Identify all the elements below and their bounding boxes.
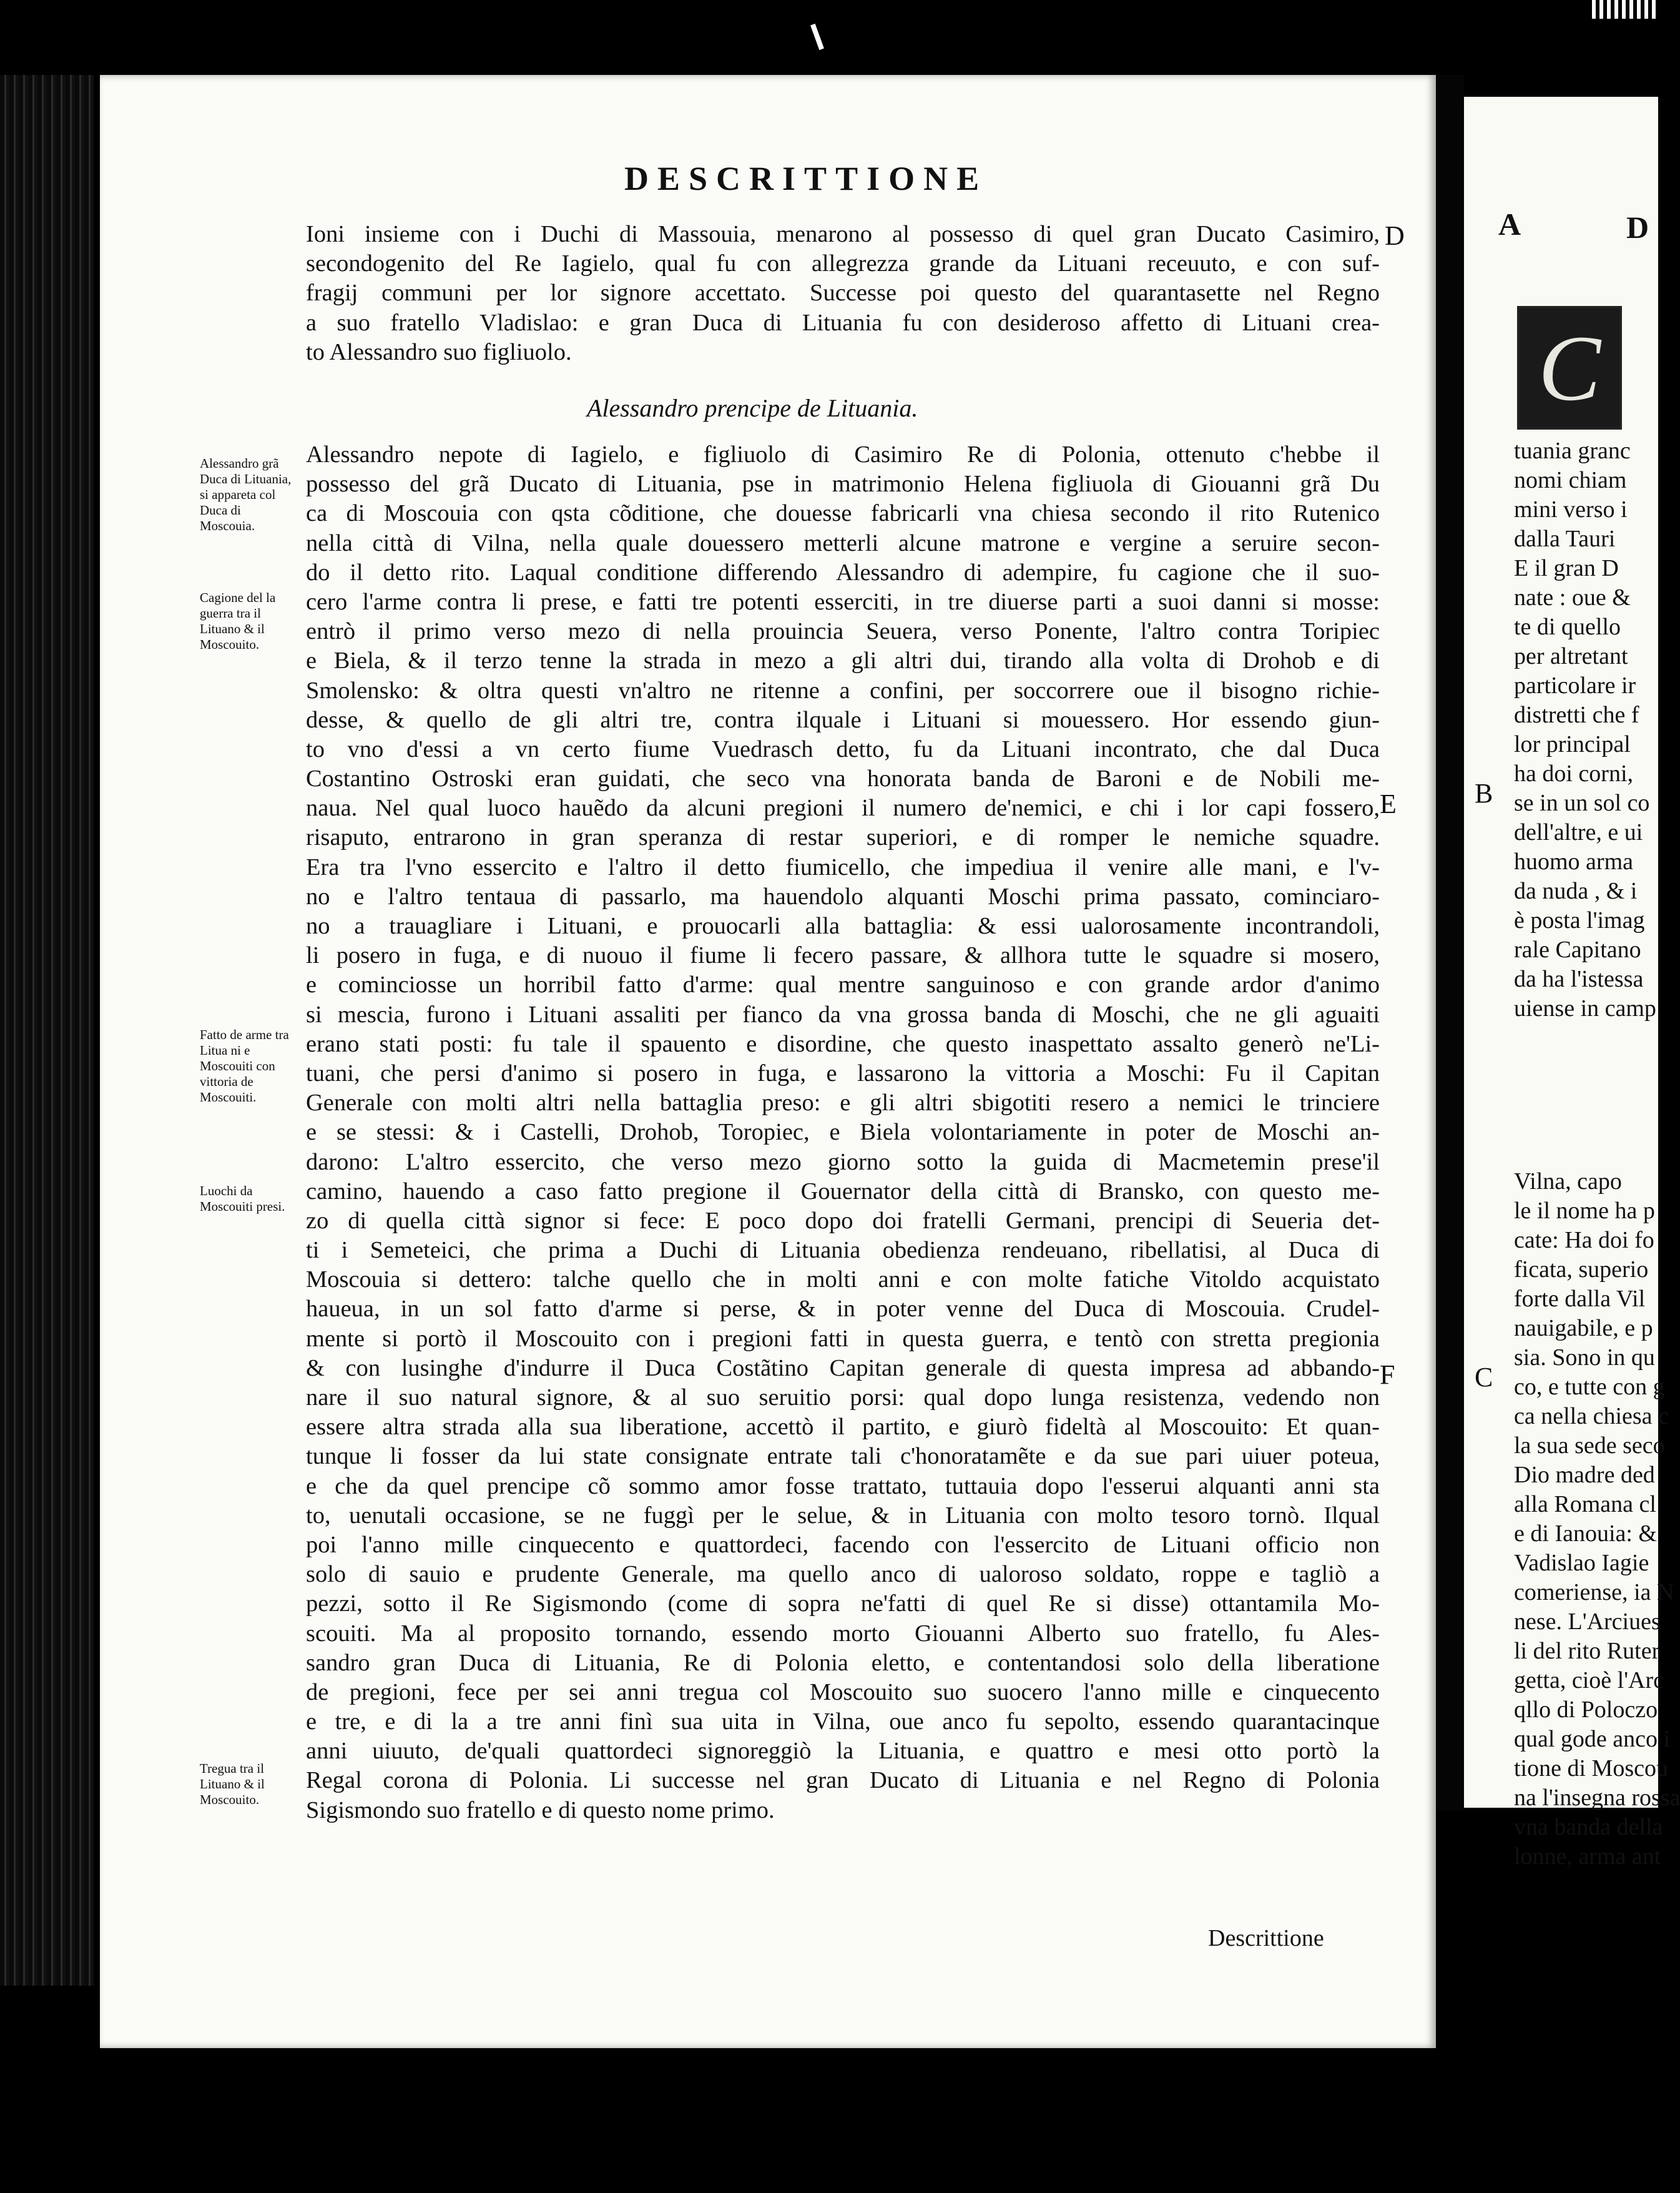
text-line: e cominciosse un horribil fatto d'arme: qual mentre sanguinoso e con grande ardor d'animo	[306, 972, 1380, 998]
right-page-line: qllo di Poloczo	[1514, 1697, 1658, 1723]
text-line: Costantino Ostroski eran guidati, che seco vna honorata banda de Baroni e de Nobili me-	[306, 766, 1380, 792]
text-line: ti i Semeteici, che prima a Duchi di Lituania obedienza rendeuano, ribellatisi, al Duca di	[306, 1237, 1380, 1264]
text-line: e tre, e di la a tre anni finì sua uita in Vilna, oue anco fu sepolto, essendo quarantacinque	[306, 1708, 1380, 1735]
right-page-line: ficata, superio	[1514, 1256, 1649, 1283]
right-page-line: le il nome ha p	[1514, 1198, 1655, 1224]
right-page-line: vna banda della	[1514, 1814, 1663, 1840]
side-note: Alessandro grã Duca di Lituania, si appareta col Duca di Moscouia.	[200, 456, 292, 533]
text-line: zo di quella città signor si fece: E poco dopo doi fratelli Germani, prencipi di Seueria det-	[306, 1207, 1380, 1234]
text-line: scouiti. Ma al proposito tornando, essendo morto Giouanni Alberto suo fratello, fu Ales-	[306, 1620, 1380, 1647]
text-line: Era tra l'vno essercito e l'altro il detto fiumicello, che impediua il venire alle mani, e l'v-	[306, 854, 1380, 880]
paragraph-2	[306, 440, 1380, 1825]
right-page-line: distretti che f	[1514, 702, 1639, 728]
text-line: de pregioni, fece per sei anni tregua col Moscouito suo suocero l'anno mille e cinquecento	[306, 1678, 1380, 1705]
right-page-line: e di Ianouia: &	[1514, 1520, 1657, 1547]
side-note: Fatto de arme tra Litua ni e Moscouiti con vittoria de Moscouiti.	[200, 1027, 289, 1105]
scan-mark	[810, 24, 824, 50]
text-line: risaputo, entrarono in gran speranza di restar superiori, e di romper le nemiche squadre.	[306, 824, 1380, 851]
text-line: li posero in fuga, e di nuouo il fiume li fecero passare, & allhora tutte le squadre si mosero,	[306, 942, 1380, 969]
scan-bottom-border	[0, 2054, 1658, 2193]
catchword: Descrittione	[1208, 1925, 1324, 1951]
text-line: Regal corona di Polonia. Li successe nel gran Ducato di Lituania e nel Regno di Polonia	[306, 1767, 1380, 1794]
text-line: a suo fratello Vladislao: e gran Duca di Lituania fu con desideroso affetto di Lituani crea-	[306, 309, 1380, 336]
right-page-line: uiense in camp	[1514, 995, 1656, 1022]
text-line: fragij communi per lor signore accettato. Successe poi questo del quarantasette nel Regno	[306, 280, 1380, 307]
right-page-line: ha doi corni,	[1514, 761, 1634, 787]
right-page-line: sia. Sono in qu	[1514, 1344, 1655, 1371]
right-margin-letter-a: A	[1498, 207, 1521, 242]
text-line: entrò il primo verso mezo di nella prouincia Seuera, verso Ponente, l'altro contra Toripiec	[306, 618, 1380, 645]
right-page-line: getta, cioè l'Arc	[1514, 1667, 1664, 1693]
text-line: desse, & quello de gli altri tre, contra ilquale i Lituani si mouessero. Hor essendo giun-	[306, 706, 1380, 733]
right-margin-letter-c: C	[1475, 1362, 1493, 1392]
right-page-line: nate : oue &	[1514, 584, 1631, 611]
right-page-line: E il gran D	[1514, 555, 1619, 581]
right-page-line: Vilna, capo	[1514, 1168, 1622, 1195]
text-line: tuani, che persi d'animo si posero in fuga, e lassarono la vittoria a Moschi: Fu il Capitan	[306, 1060, 1380, 1087]
right-page-line: dell'altre, e ui	[1514, 819, 1643, 845]
text-line: e se stessi: & i Castelli, Drohob, Toropiec, e Biela volontariamente in poter de Moschi an-	[306, 1119, 1380, 1146]
paragraph-1	[306, 220, 1380, 367]
right-page-line: te di quello	[1514, 614, 1621, 640]
right-page-line: per altretant	[1514, 643, 1628, 669]
text-line: e che da quel prencipe cõ sommo amor fosse trattato, tuttauia dopo l'esserui alquanti anni sta	[306, 1472, 1380, 1499]
margin-letter-f: F	[1380, 1359, 1395, 1390]
text-line: e Biela, & il terzo tenne la strada in mezo a gli altri dui, tirando alla volta di Drohob e di	[306, 648, 1380, 674]
right-page-line: mini verso i	[1514, 496, 1628, 523]
text-line: erano stati posti: fu tale il spauento e disordine, che questo inaspettato assalto generò ne'Li-	[306, 1030, 1380, 1057]
right-page-line: nese. L'Arciues	[1514, 1609, 1661, 1635]
right-page-line: alla Romana cl	[1514, 1491, 1656, 1517]
right-page-line: dalla Tauri	[1514, 526, 1616, 552]
right-page-line: Vadislao Iagie	[1514, 1550, 1649, 1576]
text-line: pezzi, sotto il Re Sigismondo (come di sopra ne'fatti di quel Re si disse) ottantamila Mo-	[306, 1590, 1380, 1617]
text-line: tunque li fosser da lui state consignate entrate tali c'honoratamẽte e da sue pari uiuer poteua,	[306, 1443, 1380, 1470]
text-line: Alessandro nepote di Iagielo, e figliuolo di Casimiro Re di Polonia, ottenuto c'hebbe il	[306, 441, 1380, 468]
text-line: to, uenutali occasione, se ne fuggì per le selue, & in Lituania con molto tesoro tornò. Ilqual	[306, 1502, 1380, 1529]
text-line: to vno d'essi a vn certo fiume Vuedrasch detto, fu da Lituani incontrato, che dal Duca	[306, 736, 1380, 762]
right-page-line: se in un sol co	[1514, 790, 1650, 816]
text-line: nare il suo natural signore, & al suo seruitio porsi: qual dopo lunga resistenza, vedendo non	[306, 1384, 1380, 1411]
section-title: Alessandro prencipe de Lituania.	[587, 394, 918, 422]
right-page-line: tuania granc	[1514, 438, 1631, 464]
right-page-line: lonne, arma ant	[1514, 1843, 1661, 1870]
right-page-line: tione di Moscou	[1514, 1755, 1668, 1782]
side-note: Tregua tra il Lituano & il Moscouito.	[200, 1761, 265, 1807]
text-line: si mescia, furono i Lituani assaliti per fianco da vna grossa banda di Moschi, che ne gli aguaiti	[306, 1001, 1380, 1028]
book-spine	[1436, 75, 1464, 1811]
right-margin-letter-b: B	[1475, 778, 1493, 809]
text-line: to Alessandro suo figliuolo.	[306, 338, 572, 365]
right-page-line: da nuda , & i	[1514, 878, 1638, 904]
right-page-line: li del rito Ruter	[1514, 1638, 1660, 1664]
text-line: nella città di Vilna, nella quale douessero metterli alcune matrone e vergine a seruire secon-	[306, 530, 1380, 556]
text-line: & con lusinghe d'indurre il Duca Costãtino Capitan generale di questa impresa ad abbando-	[306, 1354, 1380, 1381]
right-page-line: la sua sede seco	[1514, 1432, 1665, 1459]
right-page-line: cate: Ha doi fo	[1514, 1227, 1654, 1253]
text-line: haueua, in un sol fatto d'arme si perse, & in poter venne del Duca di Moscouia. Crudel-	[306, 1296, 1380, 1323]
text-line: essere altra strada alla sua liberatione, accettò il partito, e giurò fideltà al Moscouito: Et quan-	[306, 1414, 1380, 1441]
right-page-line: comeriense, ia N	[1514, 1579, 1674, 1605]
right-page-line: particolare ir	[1514, 673, 1636, 699]
text-line: secondogenito del Re Iagielo, qual fu con allegrezza grande da Lituani receuuto, e con suf-	[306, 250, 1380, 277]
text-line: mente si portò il Moscouito con i pregioni fatti in questa guerra, e tentò con stretta pregionia	[306, 1325, 1380, 1352]
text-line: poi l'anno mille cinquecento e quattordeci, facendo con l'essercito de Lituani officio non	[306, 1531, 1380, 1558]
right-page-line: lor principal	[1514, 731, 1631, 757]
margin-letter-e: E	[1380, 789, 1397, 819]
text-line: no a trauagliare i Lituani, e prouocarli alla battaglia: & essi ualorosamente incontrandoli,	[306, 913, 1380, 939]
text-line: possesso del grã Ducato di Lituania, pse in matrimonio Helena figliuola di Giouanni grã Du	[306, 471, 1380, 498]
text-line: Smolensko: & oltra questi vn'altro ne ritenne a confini, per soccorrere oue il bisogno richie-	[306, 677, 1380, 704]
text-line: Moscouia si dettero: talche quello che in molti anni e con molte fatiche Vitoldo acquistato	[306, 1266, 1380, 1293]
right-page-line: nauigabile, e p	[1514, 1315, 1653, 1341]
text-line: Sigismondo suo fratello e di questo nome primo.	[306, 1796, 775, 1823]
decorated-initial: C	[1517, 306, 1622, 430]
right-page-line: na l'insegna rossa	[1514, 1785, 1680, 1811]
right-page-line: Dio madre ded	[1514, 1462, 1655, 1488]
book-page-edges	[0, 75, 94, 1986]
right-running-head: D	[1626, 210, 1649, 245]
margin-letter-d: D	[1385, 220, 1405, 251]
text-line: do il detto rito. Laqual conditione differendo Alessandro di adempire, fu cagione che il suo-	[306, 559, 1380, 586]
text-line: naua. Nel qual luoco hauẽdo da alcuni pregioni il numero de'nemici, e chi i lor capi fossero,	[306, 795, 1380, 822]
text-line: camino, hauendo a caso fatto pregione il Gouernator della città di Bransko, con questo me-	[306, 1178, 1380, 1205]
right-page-line: qual gode anco i	[1514, 1726, 1671, 1752]
text-line: Generale con molti altri nella battaglia preso: e gli altri sbigotiti resero a nemici le trinciere	[306, 1090, 1380, 1116]
text-line: cero l'arme contra li prese, e fatti tre potenti esserciti, in tre diuerse parti a suoi danni si mosse:	[306, 588, 1380, 615]
right-page-line: da ha l'istessa	[1514, 966, 1644, 992]
text-line: Ioni insieme con i Duchi di Massouia, menarono al possesso di quel gran Ducato Casimiro,	[306, 221, 1380, 247]
running-head: DESCRITTIONE	[624, 160, 988, 197]
text-line: sandro gran Duca di Lituania, Re di Polonia eletto, e contentandosi solo della liberatione	[306, 1649, 1380, 1676]
side-note: Cagione del la guerra tra il Lituano & il Moscouito.	[200, 590, 276, 652]
side-note: Luochi da Moscouiti presi.	[200, 1183, 285, 1214]
text-line: solo di sauio e prudente Generale, ma quello anco di ualoroso soldato, roppe e tagliò a	[306, 1561, 1380, 1588]
right-page-line: co, e tutte con g	[1514, 1374, 1665, 1400]
text-line: no e l'altro tentaua di passarlo, ma hauendolo alquanti Moschi prima passato, cominciaro-	[306, 883, 1380, 910]
scan-ruler	[1592, 0, 1658, 19]
text-line: anni uiuuto, de'quali quattordeci signoreggiò la Lituania, e quattro e mesi otto portò la	[306, 1738, 1380, 1765]
right-page-line: nomi chiam	[1514, 467, 1627, 493]
text-line: darono: L'altro essercito, che verso mezo giorno sotto la guida di Macmetemin prese'il	[306, 1148, 1380, 1175]
right-page-line: rale Capitano	[1514, 937, 1641, 963]
right-page-line: è posta l'imag	[1514, 907, 1645, 934]
right-page-line: ca nella chiesa c	[1514, 1403, 1669, 1429]
text-line: ca di Moscouia con qsta cõditione, che douesse fabricarli vna chiesa secondo il rito Rutenico	[306, 500, 1380, 527]
right-page-line: forte dalla Vil	[1514, 1286, 1646, 1312]
right-page-line: huomo arma	[1514, 849, 1634, 875]
